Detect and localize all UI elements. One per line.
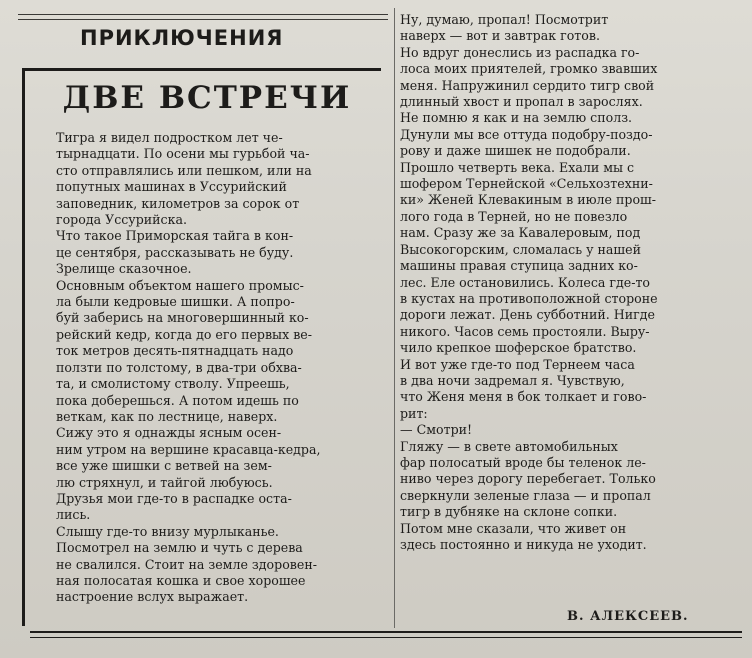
text-line: настроение вслух выражает.: [56, 589, 249, 605]
text-line: в кустах на противоположной стороне: [400, 290, 658, 306]
text-line: веткам, как по лестнице, наверх.: [56, 408, 278, 424]
article-headline: ДВЕ ВСТРЕЧИ: [62, 80, 352, 116]
text-line: тырнадцати. По осени мы гурьбой ча-: [56, 146, 310, 162]
text-line: заповедник, километров за сорок от: [56, 195, 300, 211]
text-line: та, и смолистому стволу. Упреешь,: [56, 376, 290, 392]
text-line: ток метров десять-пятнадцать надо: [56, 343, 294, 359]
text-line: рейский кедр, когда до его первых ве-: [56, 326, 312, 342]
text-line: в два ночи задремал я. Чувствую,: [400, 372, 625, 388]
text-line: Сижу это я однажды ясным осен-: [56, 425, 282, 441]
text-line: никого. Часов семь простояли. Выру-: [400, 323, 650, 339]
column-divider: [394, 8, 395, 628]
text-line: тигр в дубняке на склоне сопки.: [400, 504, 618, 520]
bottom-rule: [30, 631, 742, 638]
text-line: меня. Напружинил сердито тигр свой: [400, 77, 655, 93]
text-line: ки» Женей Клевакиным в июле прош-: [400, 192, 657, 208]
text-line: фар полосатый вроде бы теленок ле-: [400, 454, 646, 470]
text-line: сверкнули зеленые глаза — и пропал: [400, 487, 651, 503]
text-line: Зрелище сказочное.: [56, 261, 192, 277]
text-line: це сентября, рассказывать не буду.: [56, 244, 294, 260]
text-line: Что такое Приморская тайга в кон-: [56, 228, 294, 244]
text-line: Друзья мои где-то в распадке оста-: [56, 490, 292, 506]
text-line: длинный хвост и пропал в зарослях.: [400, 94, 643, 110]
text-line: машины правая ступица задних ко-: [400, 258, 638, 274]
text-line: лоса моих приятелей, громко звавших: [400, 61, 658, 77]
text-line: рову и даже шишек не подобрали.: [400, 143, 631, 159]
text-line: Посмотрел на землю и чуть с дерева: [56, 540, 303, 556]
text-line: пока доберешься. А потом идешь по: [56, 392, 299, 408]
author-signature: В. АЛЕКСЕЕВ.: [567, 609, 689, 624]
text-line: Гляжу — в свете автомобильных: [400, 438, 618, 454]
text-line: нам. Сразу же за Кавалеровым, под: [400, 225, 641, 241]
text-line: буй заберись на многовершинный ко-: [56, 310, 309, 326]
text-line: ним утром на вершине красавца-кедра,: [56, 441, 321, 457]
text-line: ла были кедровые шишки. А попро-: [56, 294, 295, 310]
text-line: Прошло четверть века. Ехали мы с: [400, 159, 635, 175]
text-line: попутных машинах в Уссурийский: [56, 179, 287, 195]
text-line: здесь постоянно и никуда не уходит.: [400, 537, 647, 552]
text-line: сто отправлялись или пешком, или на: [56, 162, 312, 178]
text-line: города Уссурийска.: [56, 212, 187, 228]
text-line: Не помню я как и на землю сполз.: [400, 110, 633, 126]
text-line: дороги лежат. День субботний. Нигде: [400, 307, 655, 323]
text-line: — Смотри!: [400, 422, 473, 438]
rubric-title: ПРИКЛЮЧЕНИЯ: [80, 26, 284, 50]
text-line: Высокогорским, сломалась у нашей: [400, 241, 641, 257]
text-line: И вот уже где-то под Тернеем часа: [400, 356, 635, 372]
right-column-text: [400, 12, 740, 553]
text-line: шофером Тернейской «Сельхозтехни-: [400, 176, 653, 192]
text-line: лись.: [56, 507, 91, 523]
text-line: Слышу где-то внизу мурлыканье.: [56, 523, 279, 539]
text-line: лого года в Терней, но не повезло: [400, 208, 628, 224]
text-line: чило крепкое шоферское братство.: [400, 340, 637, 356]
text-line: наверх — вот и завтрак готов.: [400, 28, 600, 44]
text-line: ползти по толстому, в два-три обхва-: [56, 359, 302, 375]
top-rule: [18, 14, 388, 20]
text-line: ная полосатая кошка и свое хорошее: [56, 572, 306, 588]
text-line: Основным объектом нашего промыс-: [56, 277, 304, 293]
text-line: Тигра я видел подростком лет че-: [56, 130, 283, 145]
text-line: Ну, думаю, пропал! Посмотрит: [400, 12, 609, 27]
text-line: лю стряхнул, и тайгой любуюсь.: [56, 474, 273, 490]
text-line: не свалился. Стоит на земле здоровен-: [56, 556, 317, 572]
text-line: рит:: [400, 405, 428, 421]
text-line: Потом мне сказали, что живет он: [400, 520, 627, 536]
text-line: Дунули мы все оттуда подобру-поздо-: [400, 126, 653, 142]
text-line: что Женя меня в бок толкает и гово-: [400, 389, 647, 405]
text-line: ниво через дорогу перебегает. Только: [400, 471, 656, 487]
left-column-text: [56, 130, 374, 606]
text-line: все уже шишки с ветвей на зем-: [56, 458, 272, 474]
text-line: лес. Еле остановились. Колеса где-то: [400, 274, 650, 290]
text-line: Но вдруг донеслись из распадка го-: [400, 44, 640, 60]
